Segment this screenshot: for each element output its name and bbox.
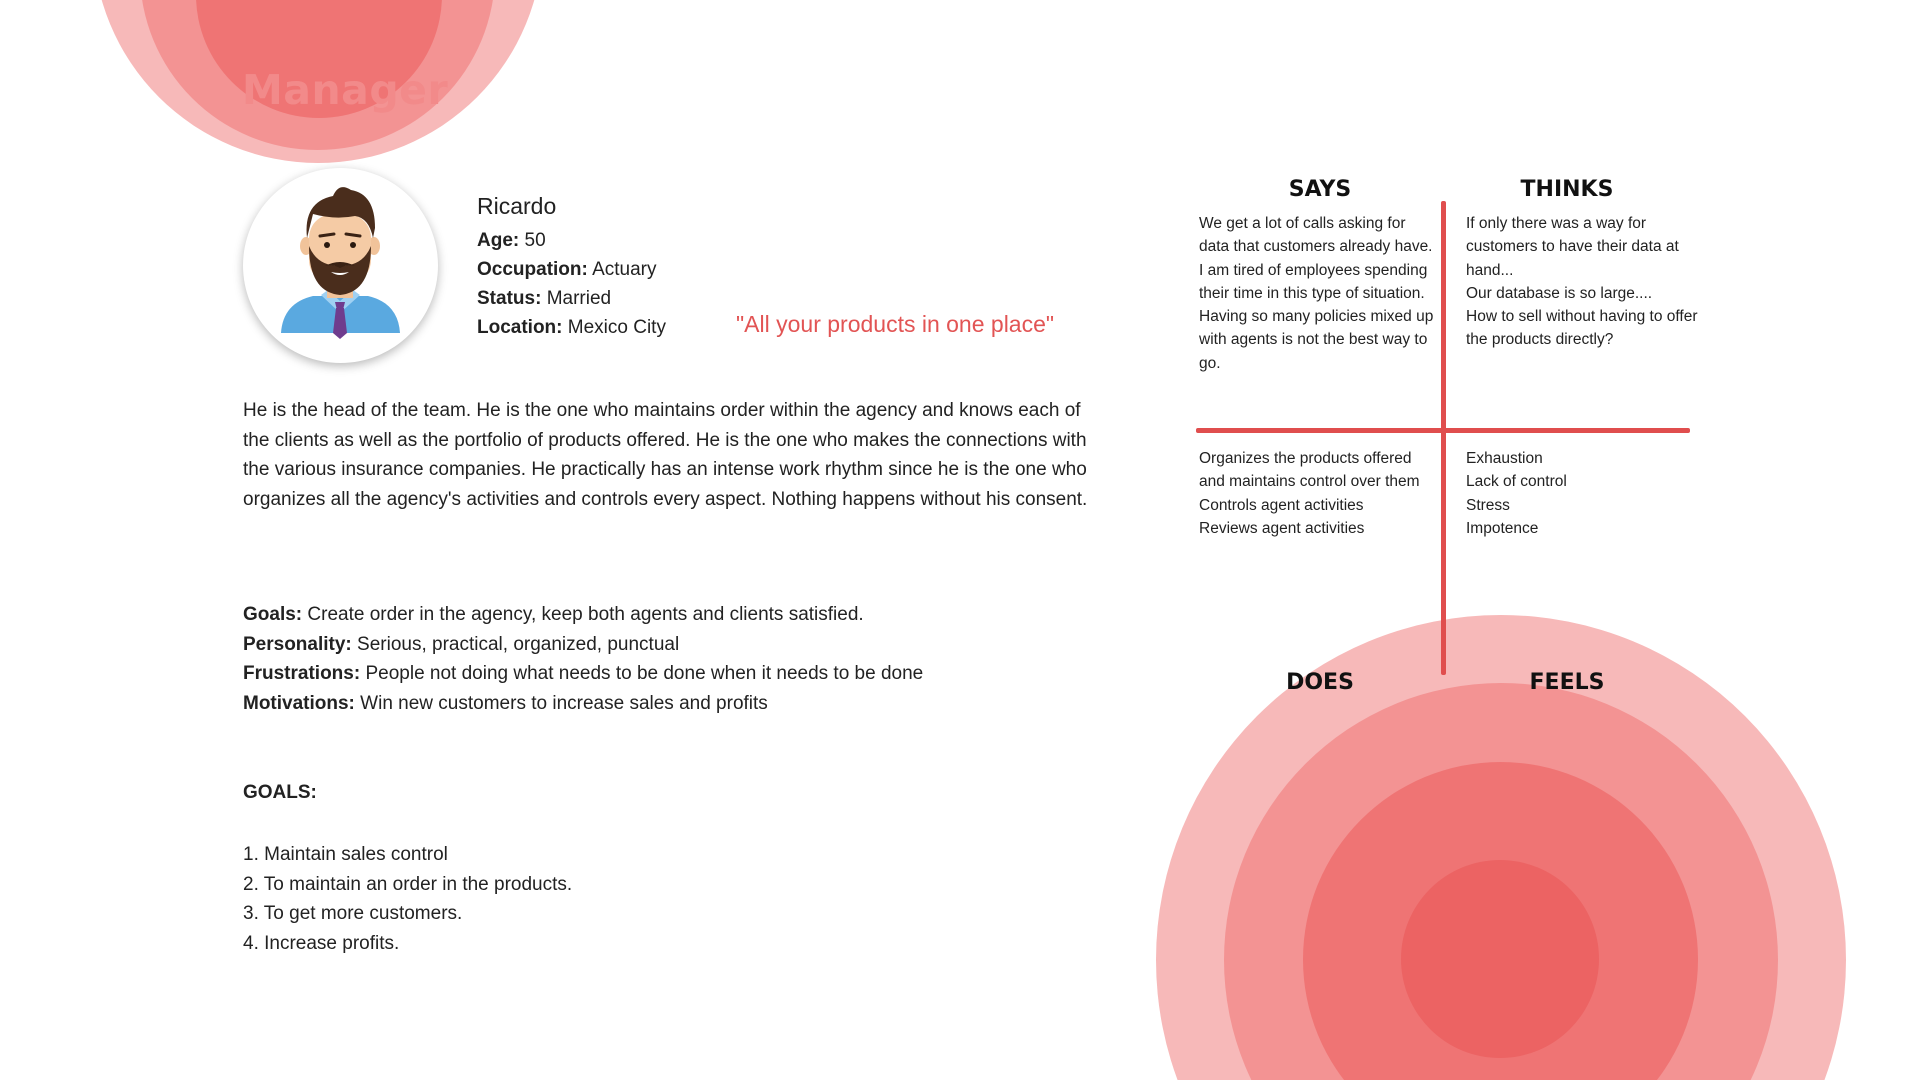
empathy-says-item: I am tired of employees spending their time in this type of situation. <box>1199 261 1428 302</box>
trait-value: Win new customers to increase sales and profits <box>360 692 768 714</box>
empathy-says-item: Having so many policies mixed up with agents is not the best way to go. <box>1199 308 1434 372</box>
empathy-does-item: Controls agent activities <box>1199 496 1364 514</box>
empathy-does-item: Organizes the products offered and maintains control over them <box>1199 450 1420 491</box>
age-label: Age: <box>477 230 520 251</box>
empathy-feels-title: FEELS <box>1529 670 1605 695</box>
location-value: Mexico City <box>567 317 666 338</box>
occupation-row <box>477 255 666 284</box>
persona-traits <box>243 600 923 718</box>
empathy-thinks-item: Our database is so large.... <box>1466 284 1653 302</box>
empathy-thinks-title: THINKS <box>1520 177 1614 202</box>
status-label: Status: <box>477 288 542 309</box>
empathy-does-list <box>1199 447 1439 540</box>
trait-value: People not doing what needs to be done when it needs to be done <box>365 663 924 684</box>
persona-bio: He is the head of the team. He is the one who maintains order within the agency and knows each of the clients as well as the portfolio of products offered. He is the one who makes the connections with the various insurance companies. He practically has an intense work rhythm since he is the one who organizes all the agency's activities and controls every aspect. Nothing happens without his consent. <box>243 400 1088 510</box>
trait-label: Personality: <box>243 633 352 655</box>
persona-role-title: Manager <box>242 66 449 114</box>
occupation-label: Occupation: <box>477 259 588 280</box>
empathy-says-item: We get a lot of calls asking for data that customers already have. <box>1199 215 1433 256</box>
empathy-thinks-list <box>1466 212 1706 352</box>
empathy-feels-item: Lack of control <box>1466 473 1567 491</box>
trait-value: Create order in the agency, keep both agents and clients satisfied. <box>307 604 864 625</box>
trait-row <box>243 689 923 719</box>
location-row <box>477 313 666 342</box>
trait-label: Motivations: <box>243 692 355 714</box>
persona-name: Ricardo <box>477 193 557 219</box>
occupation-value: Actuary <box>592 259 657 280</box>
age-value: 50 <box>524 230 546 251</box>
decorative-circle-bottom-core <box>1401 860 1599 1058</box>
empathy-thinks-item: If only there was a way for customers to have their data at hand... <box>1466 215 1679 279</box>
avatar <box>243 168 438 363</box>
trait-row <box>243 630 923 660</box>
empathy-feels-item: Exhaustion <box>1466 450 1543 467</box>
empathy-feels-list <box>1466 447 1706 540</box>
empathy-thinks-item: How to sell without having to offer the products directly? <box>1466 308 1698 349</box>
trait-value: Serious, practical, organized, punctual <box>357 633 680 655</box>
bearded-man-avatar-icon <box>243 168 438 363</box>
trait-label: Goals: <box>243 604 303 625</box>
goals-list <box>243 840 572 958</box>
goal-item: 3. To get more customers. <box>243 903 463 924</box>
trait-label: Frustrations: <box>243 663 361 684</box>
empathy-map-vertical-divider <box>1441 201 1446 675</box>
location-label: Location: <box>477 317 563 338</box>
persona-quote: "All your products in one place" <box>736 311 1055 337</box>
empathy-says-list <box>1199 212 1439 375</box>
status-row <box>477 284 666 313</box>
goal-item: 2. To maintain an order in the products. <box>243 873 573 895</box>
goals-heading: GOALS: <box>243 782 317 803</box>
empathy-does-item: Reviews agent activities <box>1199 519 1365 537</box>
status-value: Married <box>546 288 612 309</box>
goal-item: 1. Maintain sales control <box>243 844 448 865</box>
profile-info <box>477 190 666 342</box>
trait-row <box>243 600 923 630</box>
empathy-map-horizontal-divider <box>1196 428 1690 433</box>
empathy-feels-item: Stress <box>1466 496 1510 514</box>
age-row <box>477 226 666 255</box>
empathy-does-title: DOES <box>1286 670 1354 695</box>
goal-item: 4. Increase profits. <box>243 932 400 954</box>
empathy-says-title: SAYS <box>1288 177 1352 202</box>
empathy-feels-item: Impotence <box>1466 519 1539 537</box>
trait-row <box>243 659 923 689</box>
